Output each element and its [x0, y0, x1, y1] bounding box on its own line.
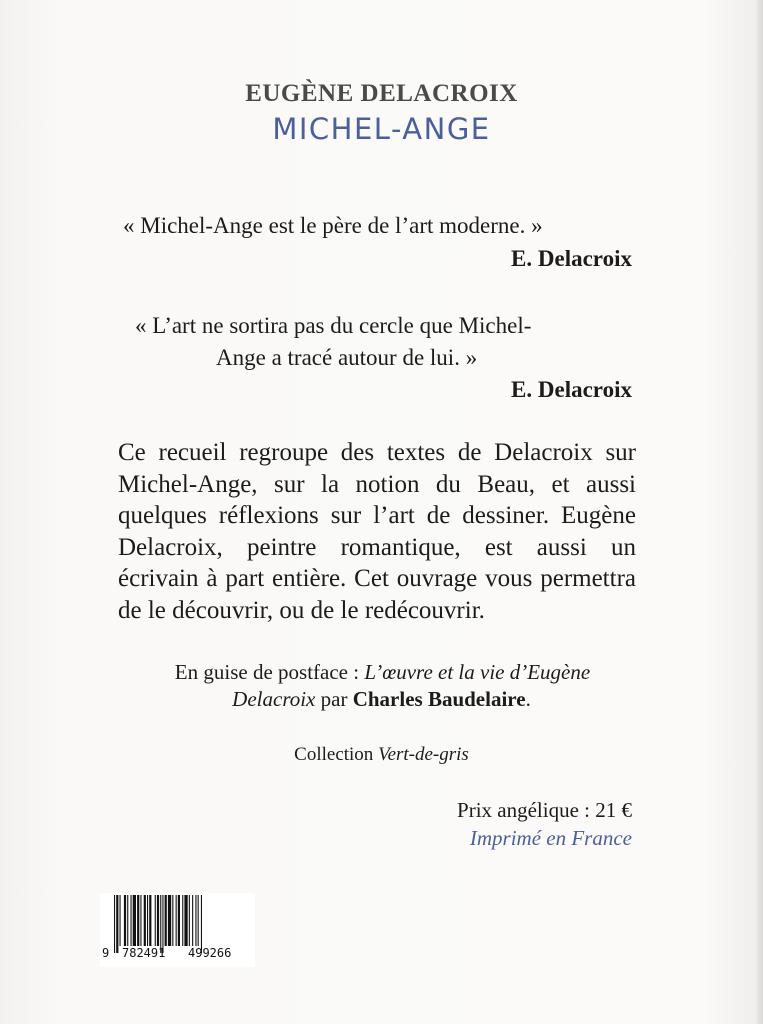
barcode-bar — [149, 895, 151, 946]
barcode-bar — [114, 895, 115, 953]
description-line: de le découvrir, ou de le redécouvrir. — [118, 596, 485, 624]
book-title: MICHEL-ANGE — [272, 112, 491, 146]
barcode-bar — [140, 895, 141, 946]
barcode-bar — [184, 895, 187, 946]
barcode-bar — [144, 895, 146, 946]
barcode-bar — [124, 895, 126, 946]
barcode-bar — [133, 895, 136, 946]
barcode-bar — [131, 895, 132, 946]
barcode-bar — [182, 895, 183, 946]
postface-work-title: L’œuvre et la vie d’Eugène — [364, 660, 591, 684]
author-name: EUGÈNE DELACROIX — [245, 80, 518, 107]
barcode-digit-first: 9 — [102, 946, 110, 960]
postface-prefix: En guise de postface : — [174, 660, 365, 684]
barcode-group-right: 499266 — [188, 946, 232, 960]
collection-name: Vert-de-gris — [378, 744, 469, 765]
barcode-bar — [192, 895, 193, 946]
quote-2-attribution: E. Delacroix — [511, 377, 632, 402]
postface-line-1 — [1, 660, 763, 685]
barcode-bar — [116, 895, 118, 953]
barcode-bar — [157, 895, 159, 946]
quote-2-text-line-2: Ange a tracé autour de lui. » — [216, 345, 478, 370]
postface-by: par — [315, 687, 353, 711]
collection-line — [0, 744, 763, 766]
barcode-bar — [120, 895, 121, 946]
barcode-bar — [168, 895, 171, 946]
barcode-number — [100, 946, 255, 964]
postface-author: Charles Baudelaire — [352, 687, 526, 711]
barcode-bar — [195, 895, 196, 946]
barcode-bar — [127, 895, 128, 946]
postface-line-2 — [0, 687, 763, 712]
price: Prix angélique : 21 € — [457, 798, 632, 822]
barcode-group-left: 782491 — [122, 946, 166, 960]
quote-2-text-line-1: « L’art ne sortira pas du cercle que Michel- — [135, 313, 532, 338]
description-line: Michel-Ange, sur la notion du Beau, et aussi — [118, 470, 636, 498]
description-line: écrivain à part entière. Cet ouvrage vous permettra — [118, 565, 636, 593]
barcode-bar — [137, 895, 139, 946]
postface-work-title-end: Delacroix — [232, 687, 316, 711]
description-line: Ce recueil regroupe des textes de Delacroix sur — [118, 439, 636, 466]
cover-edge — [757, 0, 763, 1024]
barcode-bar — [189, 895, 190, 946]
barcode-bar — [178, 895, 180, 946]
barcode-bar — [198, 895, 199, 946]
barcode-bar — [155, 895, 156, 946]
postface-period: . — [525, 687, 531, 711]
quote-1-attribution: E. Delacroix — [511, 246, 632, 271]
description-line: Delacroix, peintre romantique, est aussi un — [118, 533, 636, 561]
collection-label: Collection — [294, 744, 379, 765]
barcode-bar — [160, 895, 161, 953]
barcode-bar — [147, 895, 148, 946]
printed-in: Imprimé en France — [469, 826, 632, 850]
barcode — [100, 893, 255, 967]
barcode-bar — [172, 895, 173, 946]
description-line: quelques réflexions sur l’art de dessiner. Eugène — [118, 502, 636, 530]
quote-1-text: « Michel-Ange est le père de l’art moderne. » — [123, 213, 543, 238]
barcode-bar — [201, 895, 202, 953]
barcode-bar — [176, 895, 177, 946]
barcode-bar — [165, 895, 167, 946]
description-paragraph — [118, 437, 636, 627]
barcode-bar — [162, 895, 163, 953]
